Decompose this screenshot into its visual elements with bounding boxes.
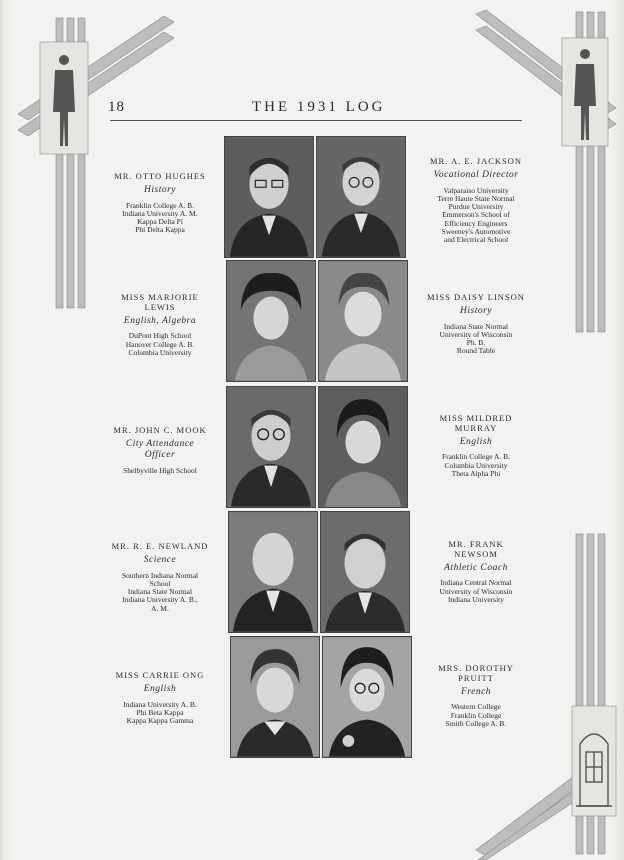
faculty-credentials: DuPont High School Hanover College A. B. Columbia University	[125, 331, 195, 357]
faculty-entry-newland	[100, 542, 220, 613]
faculty-credentials: Indiana State Normal University of Wisconsin Ph. B. Round Table	[439, 321, 513, 356]
faculty-credentials: Shelbyville High School	[123, 465, 197, 475]
faculty-credentials: Indiana Central Normal University of Wisconsin Indiana University	[439, 578, 513, 604]
faculty-subject: English	[459, 436, 493, 447]
faculty-name: MISS DAISY LINSON	[427, 292, 525, 302]
faculty-name: MISS MARJORIE LEWIS	[121, 292, 199, 312]
faculty-credentials: Southern Indiana Normal School Indiana State Normal Indiana University A. B., A. M.	[121, 570, 199, 613]
faculty-credentials: Western College Franklin College Smith College A. B.	[445, 702, 507, 728]
faculty-subject: Vocational Director	[433, 169, 519, 180]
faculty-subject: History	[144, 184, 176, 195]
page-number: 18	[108, 99, 125, 115]
faculty-credentials: Franklin College A. B. Indiana University A. M. Kappa Delta Pi Phi Delta Kappa	[122, 200, 198, 235]
faculty-subject: History	[460, 305, 492, 316]
portrait-photo-mook	[226, 386, 316, 508]
portrait-photo-ong	[230, 636, 320, 758]
portrait-photo-lewis	[226, 260, 316, 382]
portrait-photo-linson	[318, 260, 408, 382]
faculty-name: MR. A. E. JACKSON	[429, 156, 523, 166]
faculty-name: MISS CARRIE ONG	[115, 670, 205, 680]
faculty-subject: English	[143, 683, 177, 694]
faculty-entry-mook	[100, 426, 220, 475]
faculty-subject: Athletic Coach	[444, 562, 508, 573]
portrait-photo-jackson	[316, 136, 406, 258]
portrait-photo-hughes	[224, 136, 314, 258]
top-left-ornament-icon	[14, 14, 184, 314]
portrait-photo-newsom	[320, 511, 410, 633]
faculty-entry-pruitt	[416, 664, 536, 728]
portrait-photo-newland	[228, 511, 318, 633]
faculty-name: MRS. DOROTHY PRUITT	[438, 663, 514, 683]
faculty-name: MR. R. E. NEWLAND	[111, 541, 209, 551]
portrait-photo-murray	[318, 386, 408, 508]
faculty-entry-hughes	[100, 172, 220, 235]
faculty-credentials: Indiana University A. B. Phi Beta Kappa Kappa Kappa Gamma	[123, 699, 197, 726]
faculty-subject: Science	[143, 554, 177, 565]
page-title: THE 1931 LOG	[252, 99, 386, 115]
faculty-name: MR. JOHN C. MOOK	[113, 425, 207, 435]
faculty-credentials: Valparaiso University Terre Haute State Normal Purdue University Emmerson's School of Efficiency Engineers Sweeney's Automotive and Electrical School	[437, 185, 515, 245]
faculty-subject: English, Algebra	[123, 315, 197, 326]
faculty-subject: French	[460, 686, 492, 697]
faculty-entry-murray	[416, 414, 536, 478]
faculty-entry-jackson	[416, 157, 536, 244]
faculty-name: MR. FRANK NEWSOM	[448, 539, 504, 559]
faculty-name: MISS MILDRED MURRAY	[439, 413, 513, 433]
faculty-entry-newsom	[416, 540, 536, 604]
faculty-credentials: Franklin College A. B. Columbia University Theta Alpha Phi	[441, 452, 511, 478]
header-rule	[110, 120, 522, 121]
portrait-photo-pruitt	[322, 636, 412, 758]
faculty-entry-ong	[100, 671, 220, 725]
faculty-name: MR. OTTO HUGHES	[114, 171, 206, 181]
faculty-entry-linson	[416, 293, 536, 356]
faculty-subject: City Attendance Officer	[125, 438, 195, 460]
faculty-entry-lewis	[100, 293, 220, 357]
